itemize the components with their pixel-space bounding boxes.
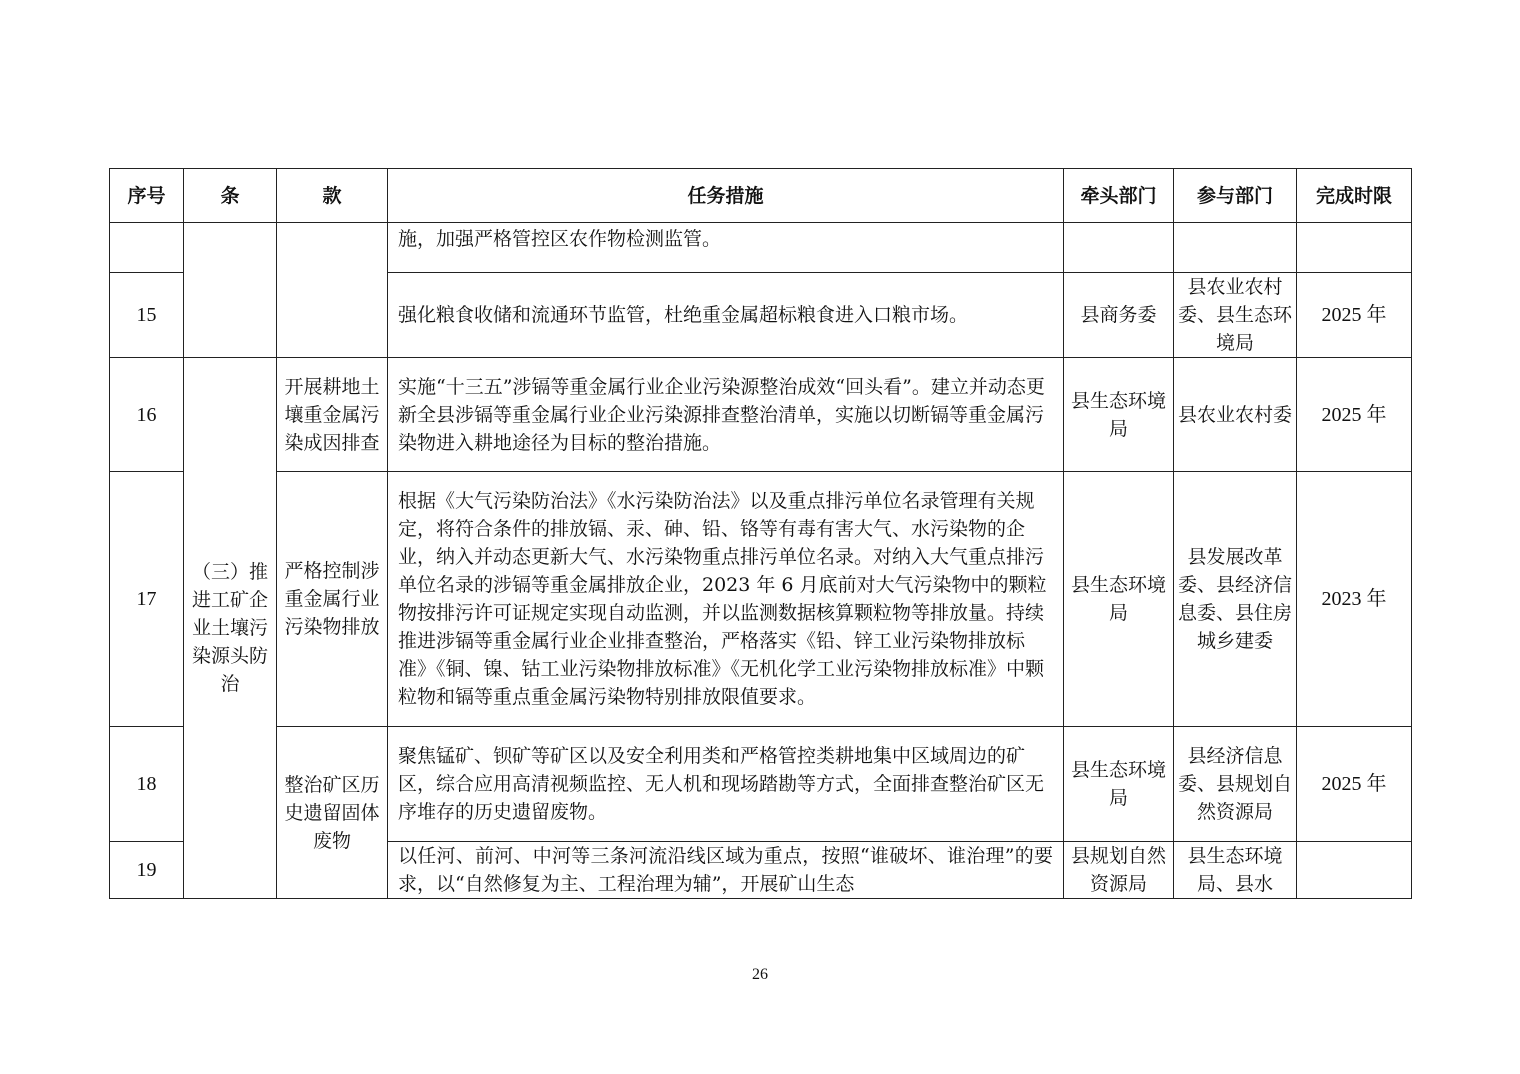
page-number: 26 [752,966,768,983]
header-deadline: 完成时限 [1297,169,1412,223]
deadline-cell [1297,223,1412,273]
participant-cell: 县生态环境局、县水 [1174,842,1297,899]
deadline-cell: 2025 年 [1297,358,1412,472]
lead-cell [1064,223,1174,273]
header-participant: 参与部门 [1174,169,1297,223]
task-cell: 根据《大气污染防治法》《水污染防治法》以及重点排污单位名录管理有关规定，将符合条件的排放镉、汞、砷、铅、铬等有毒有害大气、水污染物的企业，纳入并动态更新大气、水污染物重点排污单位名录。对纳入大气重点排污单位名录的涉镉等重金属排放企业，2023 年 6 月底前对大气污染物中的颗粒物按排污许可证规定实现自动监测，并以监测数据核算颗粒物等排放量。持续推进涉镉等重金属行业企业排查整治，严格落实《铅、锌工业污染物排放标准》《铜、镍、钴工业污染物排放标准》《无机化学工业污染物排放标准》中颗粒物和镉等重点重金属污染物特别排放限值要求。 [388,472,1064,727]
clause-cell [277,223,388,358]
header-clause: 款 [277,169,388,223]
clause-cell: 开展耕地土壤重金属污染成因排查 [277,358,388,472]
header-task: 任务措施 [388,169,1064,223]
table-header-row [110,169,1412,223]
table-row [110,223,1412,273]
seq-cell: 15 [110,273,184,358]
table-row [110,358,1412,472]
seq-cell: 16 [110,358,184,472]
seq-cell: 17 [110,472,184,727]
article-cell [184,223,277,358]
participant-cell: 县农业农村委、县生态环境局 [1174,273,1297,358]
lead-cell: 县生态环境局 [1064,358,1174,472]
lead-cell: 县生态环境局 [1064,727,1174,842]
participant-cell: 县农业农村委 [1174,358,1297,472]
task-cell: 聚焦锰矿、钡矿等矿区以及安全利用类和严格管控类耕地集中区域周边的矿区，综合应用高清视频监控、无人机和现场踏勘等方式，全面排查整治矿区无序堆存的历史遗留废物。 [388,727,1064,842]
deadline-cell: 2025 年 [1297,727,1412,842]
clause-cell: 整治矿区历史遗留固体废物 [277,727,388,899]
seq-cell: 19 [110,842,184,899]
deadline-cell: 2025 年 [1297,273,1412,358]
header-lead: 牵头部门 [1064,169,1174,223]
task-cell: 施，加强严格管控区农作物检测监管。 [388,223,1064,273]
lead-cell: 县规划自然资源局 [1064,842,1174,899]
task-cell: 以任河、前河、中河等三条河流沿线区域为重点，按照“谁破坏、谁治理”的要求，以“自然修复为主、工程治理为辅”，开展矿山生态 [388,842,1064,899]
header-seq: 序号 [110,169,184,223]
seq-cell [110,223,184,273]
deadline-cell [1297,842,1412,899]
participant-cell: 县经济信息委、县规划自然资源局 [1174,727,1297,842]
table-row [110,472,1412,727]
deadline-cell: 2023 年 [1297,472,1412,727]
article-cell: （三）推进工矿企业土壤污染源头防治 [184,358,277,899]
task-cell: 实施“十三五”涉镉等重金属行业企业污染源整治成效“回头看”。建立并动态更新全县涉镉等重金属行业企业污染源排查整治清单，实施以切断镉等重金属污染物进入耕地途径为目标的整治措施。 [388,358,1064,472]
task-table [109,168,1412,899]
header-article: 条 [184,169,277,223]
lead-cell: 县生态环境局 [1064,472,1174,727]
seq-cell: 18 [110,727,184,842]
task-cell: 强化粮食收储和流通环节监管，杜绝重金属超标粮食进入口粮市场。 [388,273,1064,358]
lead-cell: 县商务委 [1064,273,1174,358]
participant-cell: 县发展改革委、县经济信息委、县住房城乡建委 [1174,472,1297,727]
table-row [110,727,1412,842]
clause-cell: 严格控制涉重金属行业污染物排放 [277,472,388,727]
participant-cell [1174,223,1297,273]
